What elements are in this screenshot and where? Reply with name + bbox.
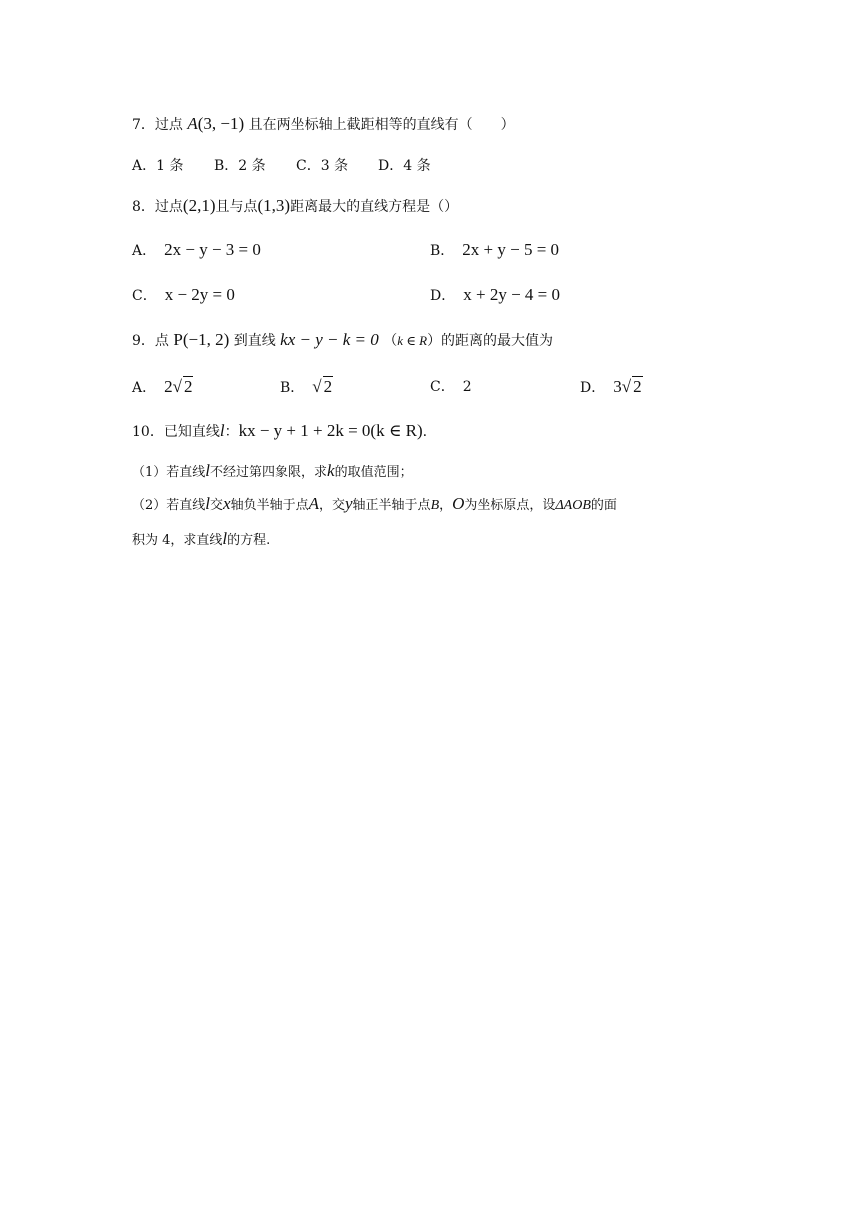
q8-option-a[interactable]: A． 2x − y − 3 = 0 [132, 240, 261, 259]
q7-option-a[interactable]: A．1 条 [132, 158, 184, 174]
q9-option-c[interactable]: C． 2 [430, 379, 472, 395]
question-number: 9． [132, 333, 155, 349]
q7-option-b[interactable]: B．2 条 [214, 158, 266, 174]
q9-option-d[interactable]: D． 3√ 2 [580, 377, 642, 396]
question-7-stem: 7．过点 A(3, −1) 且在两坐标轴上截距相等的直线有（ ） [132, 114, 515, 133]
sqrt-symbol: √ 2 [172, 377, 193, 396]
question-8-stem: 8．过点(2,1)且与点(1,3)距离最大的直线方程是（） [132, 196, 459, 215]
point-math: (1,3) [257, 196, 291, 215]
line-equation-math: kx − y − k = 0 [280, 330, 379, 349]
q7-option-c[interactable]: C．3 条 [296, 158, 349, 174]
q8-option-b[interactable]: B． 2x + y − 5 = 0 [430, 240, 560, 259]
point-a-math: A(3, −1) [187, 114, 245, 133]
q8-option-c[interactable]: C． x − 2y = 0 [132, 285, 235, 304]
question-number: 8． [132, 199, 155, 215]
question-9-stem: 9．点 P(−1, 2) 到直线 kx − y − k = 0 （k ∈ R）的距离的最大值为 [132, 330, 554, 349]
line-equation-math: kx − y + 1 + 2k = 0(k ∈ R) [238, 421, 423, 440]
question-10-part-2-continued: 积为 4，求直线l的方程. [132, 529, 271, 548]
sqrt-symbol: √ 2 [312, 377, 333, 396]
point-math: (2,1) [182, 196, 216, 215]
sqrt-symbol: √ 2 [621, 377, 642, 396]
question-number: 10． [132, 424, 164, 440]
question-number: 7． [132, 117, 155, 133]
q7-option-d[interactable]: D．4 条 [378, 158, 431, 174]
q9-option-b[interactable]: B． √ 2 [280, 377, 333, 396]
point-p-math: P(−1, 2) [173, 330, 230, 349]
question-10-part-1: （1）若直线l不经过第四象限，求k的取值范围； [132, 461, 413, 480]
question-10-part-2: （2）若直线l交x轴负半轴于点A，交y轴正半轴于点B，O为坐标原点，设ΔAOB的面 [132, 494, 617, 513]
q8-option-d[interactable]: D． x + 2y − 4 = 0 [430, 285, 560, 304]
condition-math: k ∈ R [397, 333, 428, 348]
q9-option-a[interactable]: A． 2√ 2 [132, 377, 193, 396]
question-10-stem: 10．已知直线l：kx − y + 1 + 2k = 0(k ∈ R). [132, 421, 428, 440]
